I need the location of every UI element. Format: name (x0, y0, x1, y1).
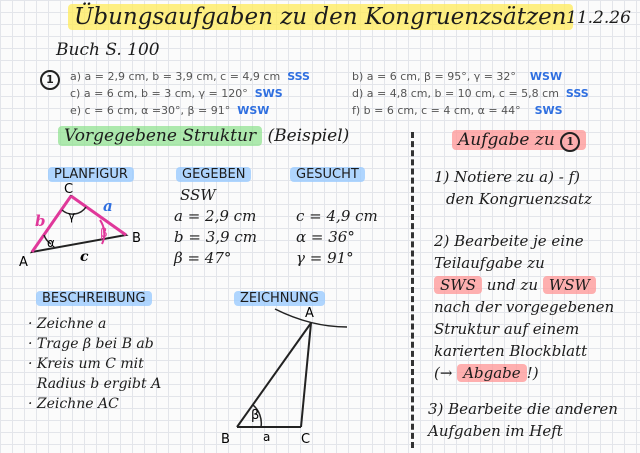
gegeben-value: b = 3,9 cm (174, 228, 257, 246)
worksheet-title (68, 4, 573, 30)
gegeben-values (174, 206, 257, 269)
vertex-a-label: A (19, 255, 28, 270)
gesucht-value: γ = 91° (296, 249, 354, 267)
vertex-b-label: B (132, 231, 141, 246)
side-a-highlight (71, 196, 126, 235)
planfigur-heading: PLANFIGUR (48, 167, 134, 182)
beta-label: β (100, 226, 108, 240)
task-e: e) c = 6 cm, α =30°, β = 91° WSW (70, 104, 270, 117)
title-text: Übungsaufgaben zu den Kongruenzsätzen (68, 4, 573, 30)
zeichnung-diagram (215, 305, 355, 450)
beschreibung-step: · Kreis um C mit (28, 356, 144, 372)
task-a-answer: SSS (287, 70, 310, 83)
aufgabe-item-2: 2) Bearbeite je eine Teilaufgabe zu SWS und zu WSW nach der vorgegebenen Struktur auf einem karierten Blockblatt (→ Abgabe !) (434, 232, 615, 382)
task-f: f) b = 6 cm, c = 4 cm, α = 44° SWS (352, 104, 563, 117)
aufgabe-item-3: 3) Bearbeite die anderen Aufgaben im Heft (428, 400, 618, 440)
structure-heading: Vorgegebene Struktur (Beispiel) (58, 126, 349, 146)
task-f-answer: SWS (534, 104, 563, 117)
gesucht-value: α = 36° (296, 228, 355, 246)
side-a-label: a (103, 197, 113, 215)
side-b-label: b (35, 212, 46, 230)
gesucht-heading: GESUCHT (290, 167, 365, 182)
task-c: c) a = 6 cm, b = 3 cm, γ = 120° SWS (70, 87, 283, 100)
gesucht-value: c = 4,9 cm (296, 207, 378, 225)
task-a: a) a = 2,9 cm, b = 3,9 cm, c = 4,9 cm SSS (70, 70, 310, 83)
task-e-answer: WSW (237, 104, 270, 117)
beschreibung-steps (28, 314, 161, 414)
beschreibung-step: · Zeichne AC (28, 396, 119, 412)
vertex-c-label: C (301, 432, 311, 447)
vertex-b-label: B (221, 432, 230, 447)
zeichnung-heading: ZEICHNUNG (234, 291, 325, 306)
task-c-answer: SWS (254, 87, 283, 100)
structure-example-label: (Beispiel) (267, 126, 350, 146)
beschreibung-step: Radius b ergibt A (28, 376, 162, 392)
alpha-label: α (47, 236, 55, 250)
task-b: b) a = 6 cm, β = 95°, γ = 32° WSW (352, 70, 563, 83)
aufgabe-item-1: 1) Notiere zu a) - f) den Kongruenzsatz (434, 168, 592, 208)
vertex-a-label: A (305, 306, 314, 321)
task-b-answer: WSW (529, 70, 563, 83)
side-a-label: a (263, 430, 271, 444)
task-number-circle: 1 (40, 68, 60, 90)
side-b-segment (301, 323, 311, 427)
column-divider (411, 132, 414, 448)
construction-line-ba (237, 323, 311, 427)
gegeben-heading: GEGEBEN (176, 167, 251, 182)
planfigur-diagram (20, 180, 150, 275)
task-d-answer: SSS (565, 87, 589, 100)
sws-highlight: SWS (434, 276, 482, 294)
wsw-highlight: WSW (543, 276, 596, 294)
beschreibung-step: · Trage β bei B ab (28, 336, 154, 352)
beschreibung-step: · Zeichne a (28, 316, 107, 332)
abgabe-highlight: Abgabe (457, 364, 526, 382)
date: 11.2.26 (566, 8, 631, 28)
gamma-label: γ (68, 209, 76, 223)
side-c-label: c (80, 249, 89, 265)
book-reference: Buch S. 100 (56, 40, 160, 60)
aufgabe-heading: Aufgabe zu 1 (452, 130, 586, 152)
gesucht-values (296, 206, 378, 269)
task-d: d) a = 4,8 cm, b = 10 cm, c = 5,8 cm SSS (352, 87, 589, 100)
beschreibung-heading: BESCHREIBUNG (36, 291, 152, 306)
gegeben-value: β = 47° (174, 249, 232, 267)
vertex-c-label: C (64, 182, 74, 197)
aufgabe-number-circle: 1 (560, 132, 580, 152)
gegeben-value: a = 2,9 cm (174, 207, 257, 225)
gegeben-type: SSW (180, 186, 216, 204)
beta-label: β (251, 408, 260, 423)
